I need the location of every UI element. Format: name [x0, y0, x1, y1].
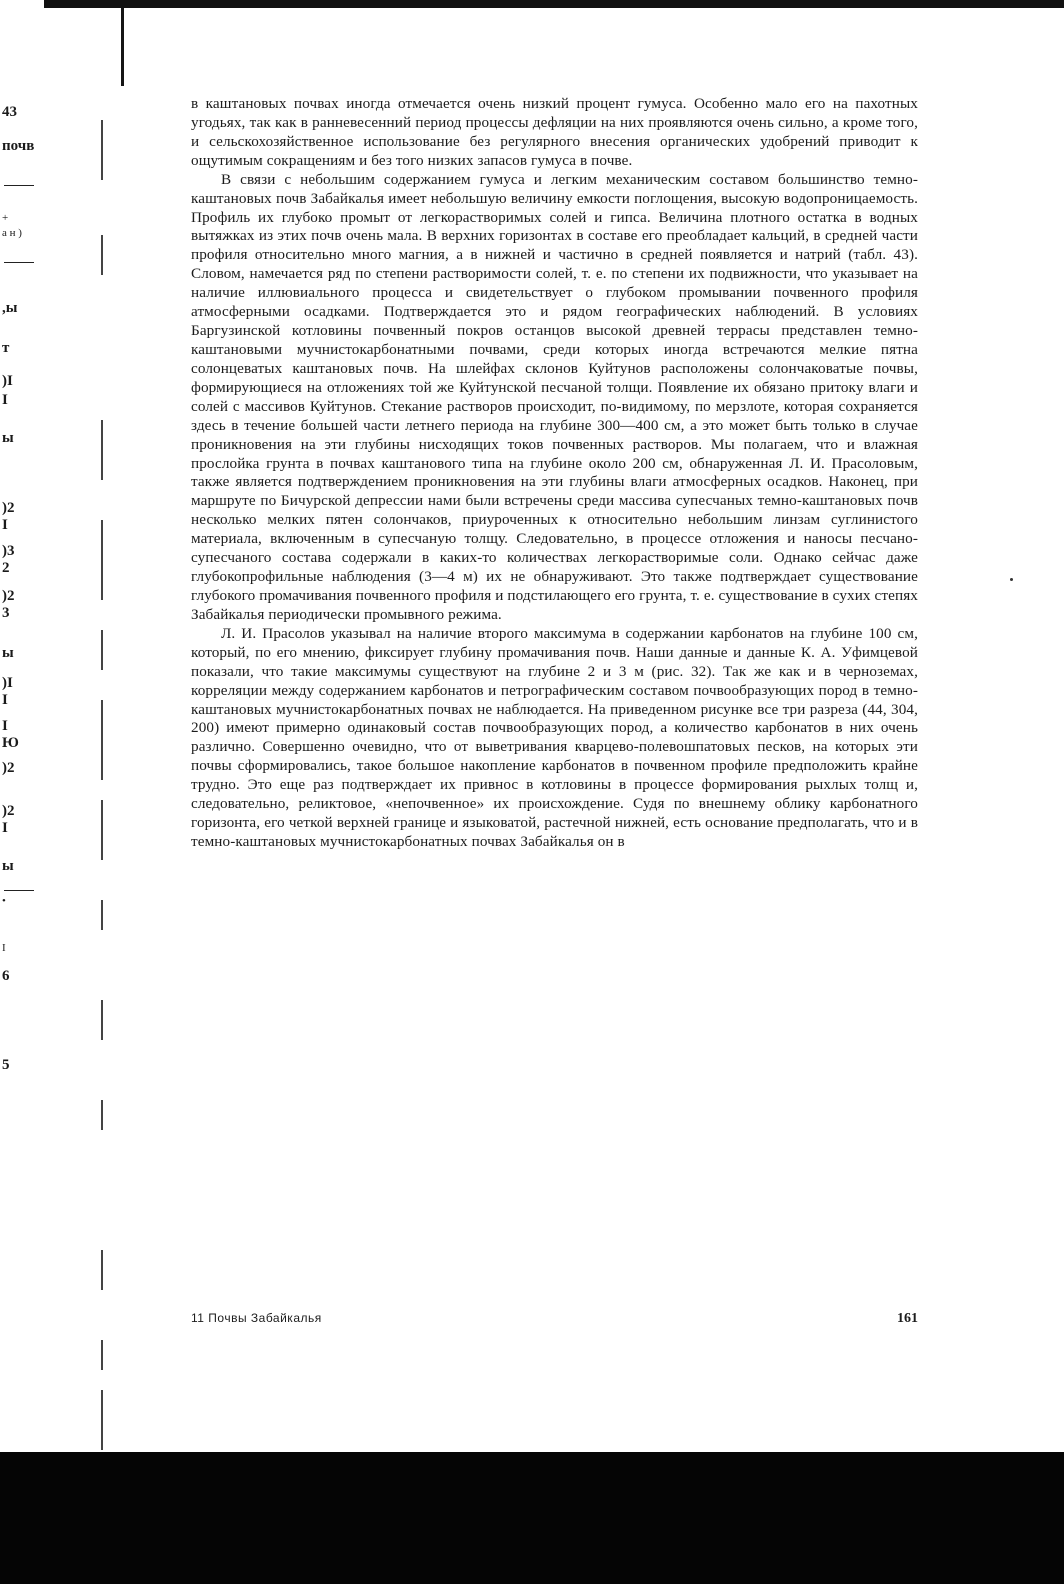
binding-mark — [101, 420, 103, 480]
margin-fragment: + — [2, 212, 9, 224]
page-number: 161 — [897, 1311, 918, 1326]
margin-fragment: а н ) — [2, 227, 22, 239]
margin-fragment: I — [2, 820, 8, 836]
page-footer — [191, 1311, 918, 1331]
binding-mark — [101, 630, 103, 670]
binding-mark — [101, 700, 103, 780]
margin-fragment: )2 — [2, 500, 15, 516]
margin-fragment: )2 — [2, 588, 15, 604]
paragraph-1: в каштановых почвах иногда отмечается очень низкий процент гумуса. Особенно мало его на пахотных угодьях, так как в ранневесенний период процессы дефляции на них проявляются очень сильно, а кроме того, и сельскохозяйственное использование без регулярного внесения органических удобрений приводит к ощутимым сокращениям и без того низких запасов гумуса в почве. — [191, 95, 918, 169]
margin-fragment: • — [2, 895, 6, 907]
binding-mark — [101, 1340, 103, 1370]
margin-fragment: 6 — [2, 968, 10, 984]
binding-mark — [101, 235, 103, 275]
margin-fragment: почв — [2, 138, 35, 154]
margin-fragment: I — [2, 392, 8, 408]
margin-fragment: )2 — [2, 803, 15, 819]
margin-rule — [4, 185, 34, 186]
margin-fragment: I — [2, 718, 8, 734]
margin-fragment: )3 — [2, 543, 15, 559]
margin-fragment: )2 — [2, 760, 15, 776]
margin-fragment: 5 — [2, 1057, 10, 1073]
margin-fragment: Ю — [2, 735, 19, 751]
binding-mark — [101, 1390, 103, 1450]
margin-fragment: т — [2, 340, 10, 356]
paragraph-2: В связи с небольшим содержанием гумуса и легким механическим составом большинство темно-каштановых почв Забайкалья имеет небольшую величину емкости поглощения, высокую водопроницаемость. Профиль их глубоко промыт от легкорастворимых солей и гипса. Величина плотного остатка в водных вытяжках из этих почв очень мала. В верхних горизонтах в составе его преобладает кальций, в средней части профиля относительно много магния, а в нижней и частично в средней появляется и натрий (табл. 43). Словом, намечается ряд по степени растворимости солей, т. е. по степени их подвижности, что указывает на наличие иллювиального процесса и свидетельствует о глубоком промывании почвенного профиля атмосферными осадками. Подтверждается это и рядом географических наблюдений. В условиях Баргузинской котловины почвенный покров останцов высокой древней террасы представлен темно-каштановыми мучнистокарбонатными почвами, среди которых иногда встречаются мелкие пятна солонцеватых каштановых почв. На шлейфах склонов Куйтунов расположены солончаковатые почвы, формирующиеся на отложениях той же Куйтунской песчаной толщи. Появление их обязано притоку влаги и солей с массивов Куйтунов. Стекание растворов происходит, по-видимому, по мерзлоте, которая сохраняется здесь в течение большей части летнего периода на глубине 300—400 см, а это может быть только в случае проникновения на эти глубины нисходящих токов почвенных растворов. Мы полагаем, что и влажная прослойка грунта в почвах каштанового типа на глубине около 200 см, обнаруженная Л. И. Прасоловым, также является подтверждением проникновения на эти глубины влаги атмосферных осадков. Наконец, при маршруте по Бичурской депрессии нами были встречены среди массива супесчаных темно-каштановых почв несколько мелких пятен солончаков, приуроченных к относительно небольшим линзам суглинистого материала, включенным в супесчаную толщу. Следовательно, в процессе отложения и наносы песчано-супесчаного состава содержали в каких-то количествах легкорастворимые соли. Однако сейчас даже глубокопрофильные наблюдения (3—4 м) их не обнаруживают. Это также подтверждает существование глубокого промачивания почвенного профиля и подстилающего его грунта, т. е. существование в сухих степях Забайкалья периодически промывного режима. — [191, 170, 918, 623]
page-body — [191, 95, 918, 852]
paragraph-3: Л. И. Прасолов указывал на наличие второго максимума в содержании карбонатов на глубине 100 см, который, по его мнению, фиксирует глубину промачивания почв. Наши данные и данные К. А. Уфимцевой показали, что такие максимумы существуют на глубине 2 и 3 м (рис. 32). Так же как и в черноземах, корреляции между содержанием карбонатов и петрографическим составом почвообразующих пород в темно-каштановых мучнистокарбонатных почвах не наблюдается. На приведенном рисунке все три разреза (44, 304, 200) имеют примерно одинаковый состав почвообразующих пород, а количество карбонатов в них очень различно. Совершенно очевидно, что от выветривания кварцево-полевошпатовых песков, на которых эти почвы сформировались, такое большое накопление карбонатов в почвенном профиле предположить крайне трудно. Это еще раз подтверждает их привнос в котловины в процессе формирования рыхлых толщ и, следовательно, реликтовое, «непочвенное» их происхождение. Судя по внешнему облику карбонатного горизонта, его четкой верхней границе и языковатой, растечной нижней, есть основание предполагать, что и в темно-каштановых мучнистокарбонатных почвах Забайкалья он в — [191, 624, 918, 850]
margin-fragment: )I — [2, 373, 13, 389]
margin-fragment: )I — [2, 675, 13, 691]
margin-fragment: I — [2, 517, 8, 533]
binding-mark — [101, 1250, 103, 1290]
margin-rule — [4, 890, 34, 891]
margin-fragment: 3 — [2, 605, 10, 621]
scan-bottom-shadow — [0, 1452, 1064, 1584]
binding-fold-line — [121, 8, 124, 86]
margin-fragment: I — [2, 692, 8, 708]
margin-fragment: 43 — [2, 104, 17, 120]
margin-fragment: ы — [2, 645, 14, 661]
margin-fragment: I — [2, 942, 6, 954]
scan-speck — [1010, 578, 1013, 581]
margin-fragment: 2 — [2, 560, 10, 576]
adjacent-page-margin — [0, 0, 44, 1584]
margin-fragment: ы — [2, 430, 14, 446]
binding-mark — [101, 120, 103, 180]
binding-mark — [101, 520, 103, 600]
margin-fragment: ,ы — [2, 300, 18, 316]
binding-mark — [101, 1000, 103, 1040]
printers-signature: 11 Почвы Забайкалья — [191, 1311, 322, 1325]
binding-mark — [101, 900, 103, 930]
binding-mark — [101, 1100, 103, 1130]
margin-fragment: ы — [2, 858, 14, 874]
binding-mark — [101, 800, 103, 860]
margin-rule — [4, 262, 34, 263]
scan-top-shadow — [44, 0, 1064, 8]
